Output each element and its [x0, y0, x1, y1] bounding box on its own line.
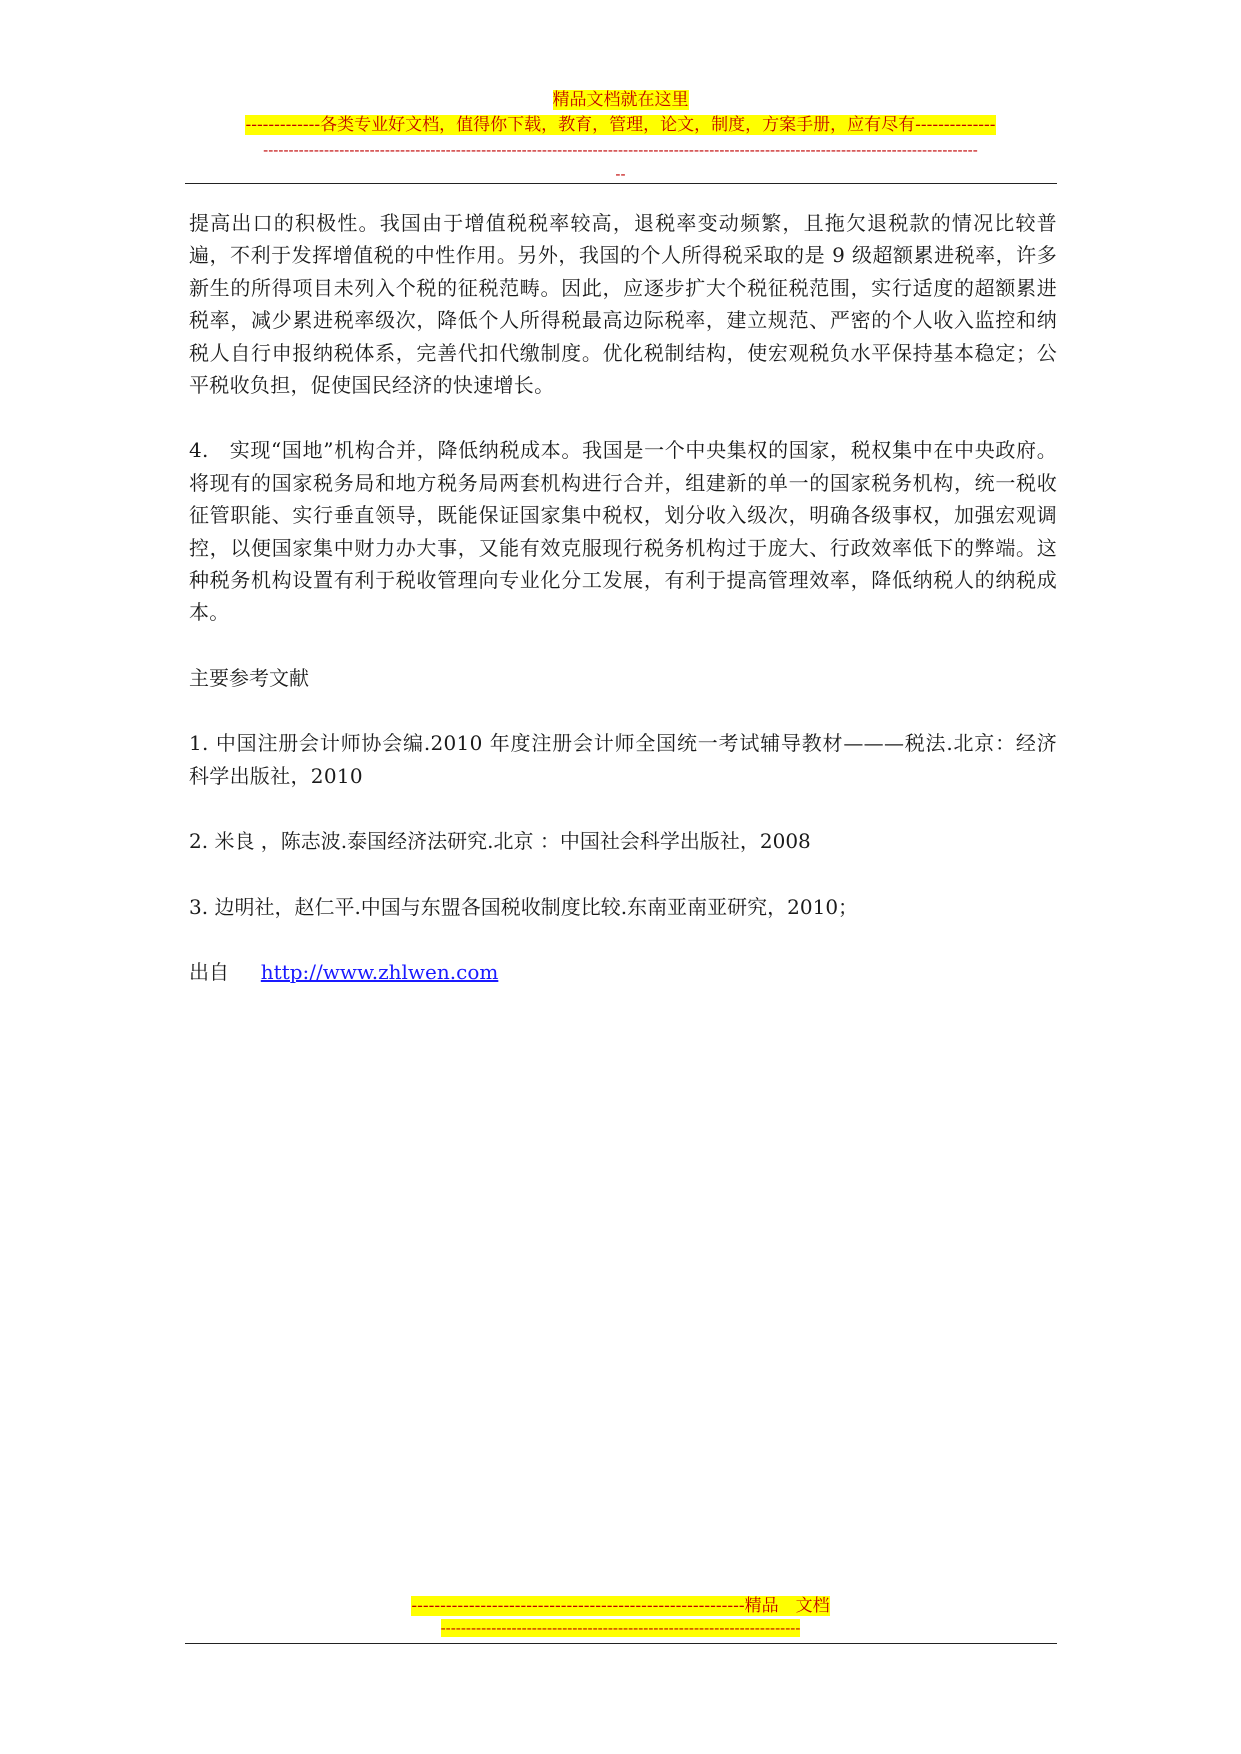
header-rule [185, 183, 1057, 184]
footer-line-2-row [0, 1618, 1241, 1638]
paragraph-2: 4. 实现“国地”机构合并，降低纳税成本。我国是一个中央集权的国家，税权集中在中央政府。将现有的国家税务局和地方税务局两套机构进行合并，组建新的单一的国家税务机构，统一税收征管职能、实行垂直领导，既能保证国家集中税权，划分收入级次，明确各级事权，加强宏观调控，以便国家集中财力办大事，又能有效克服现行税务机构过于庞大、行政效率低下的弊端。这种税务机构设置有利于税收管理向专业化分工发展，有利于提高管理效率，降低纳税人的纳税成本。 [189, 438, 1057, 625]
header-dashes: --------------------------------------------------------------------------------------------------------------------------------------------- [263, 141, 978, 159]
header-title: 精品文档就在这里 [552, 90, 689, 110]
reference-3: 3. 边明社，赵仁平.中国与东盟各国税收制度比较.东南亚南亚研究，2010； [189, 894, 859, 919]
header-tagline: -------------各类专业好文档，值得你下载，教育，管理，论文，制度，方案手册，应有尽有-------------- [245, 115, 996, 135]
reference-1: 1. 中国注册会计师协会编.2010 年度注册会计师全国统一考试辅导教材———税法.北京：经济科学出版社，2010 [189, 731, 1057, 788]
header-dashes-tail: -- [615, 165, 626, 183]
footer-line-2: ----------------------------------------------------------------------- [440, 1619, 801, 1637]
header-tagline-row [0, 113, 1241, 137]
paragraph-1: 提高出口的积极性。我国由于增值税税率较高，退税率变动频繁，且拖欠退税款的情况比较普遍，不利于发挥增值税的中性作用。另外，我国的个人所得税采取的是 9 级超额累进税率，许多新生的所得项目未列入个税的征税范畴。因此，应逐步扩大个税征税范围，实行适度的超额累进税率，减少累进税率级次，降低个人所得税最高边际税率，建立规范、严密的个人收入监控和纳税人自行申报纳税体系，完善代扣代缴制度。优化税制结构，使宏观税负水平保持基本稳定；公平税收负担，促使国民经济的快速增长。 [189, 211, 1057, 398]
footer-line-1: ----------------------------------------------------------精品 文档 [411, 1596, 830, 1616]
header-title-row [0, 88, 1241, 112]
reference-2: 2. 米良 ，陈志波.泰国经济法研究.北京 ：中国社会科学出版社，2008 [189, 829, 811, 854]
footer-line-1-row [0, 1594, 1241, 1618]
footer-rule [185, 1643, 1057, 1644]
source-link[interactable]: http://www.zhlwen.com [260, 959, 499, 984]
references-heading: 主要参考文献 [189, 665, 309, 690]
source-label: 出自 [189, 959, 229, 984]
source-line [189, 956, 1057, 988]
document-body [189, 207, 1057, 988]
